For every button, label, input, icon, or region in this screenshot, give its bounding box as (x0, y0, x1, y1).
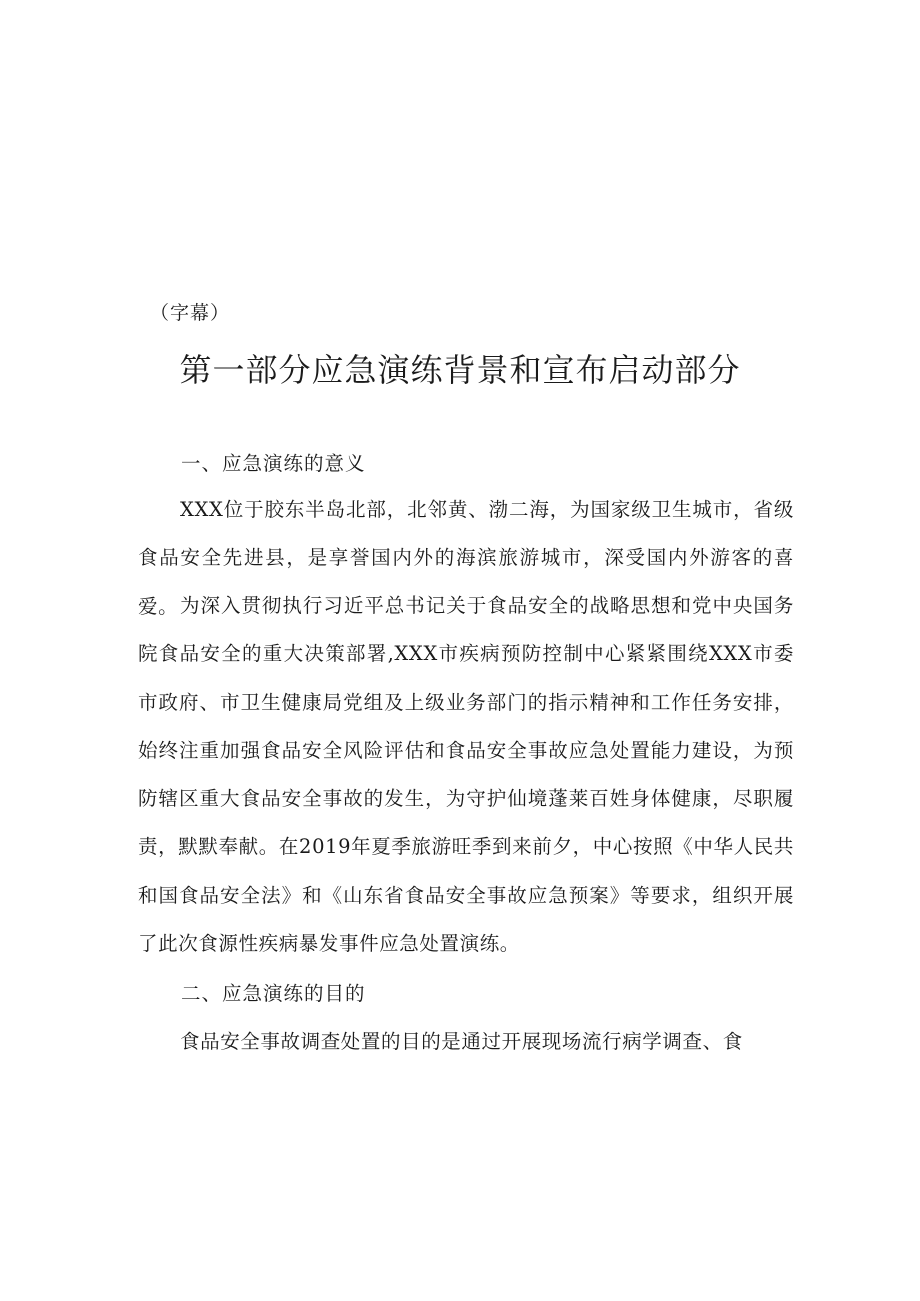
paragraph-background: 为深入贯彻执行习近平总书记关于食品安全的战略思想和党中央国务院食品安全的重大决策部署,XXX市疾病预防控制中心紧紧围绕XXX市委市政府、市卫生健康局党组及上级业务部门的指示精神和工作任务安排，始终注重加强食品安全风险评估和食品安全事故应急处置能力建设，为预防辖区重大食品安全事故的发生，为守护仙境蓬莱百姓身体健康，尽职履责，默默奉献。在2019年夏季旅游旺季到来前夕，中心按照《中华人民共和国食品安全法》和《山东省食品安全事故应急预案》等要求，组织开展了此次食源性疾病暴发事件应急处置演练。 (138, 594, 794, 956)
section-heading-significance: 一、应急演练的意义 (181, 452, 366, 475)
caption-label: （字幕） (150, 302, 231, 324)
paragraph-purpose: 食品安全事故调查处置的目的是通过开展现场流行病学调查、食 (180, 1030, 743, 1053)
page-title: 第一部分应急演练背景和宣布启动部分 (179, 351, 741, 389)
paragraph-intro: XXX位于胶东半岛北部，北邻黄、渤二海，为国家级卫生城市，省级食品安全先进县，是享誉国内外的海滨旅游城市，深受国内外游客的喜爱。 (138, 498, 794, 618)
section-heading-purpose: 二、应急演练的目的 (181, 982, 366, 1005)
